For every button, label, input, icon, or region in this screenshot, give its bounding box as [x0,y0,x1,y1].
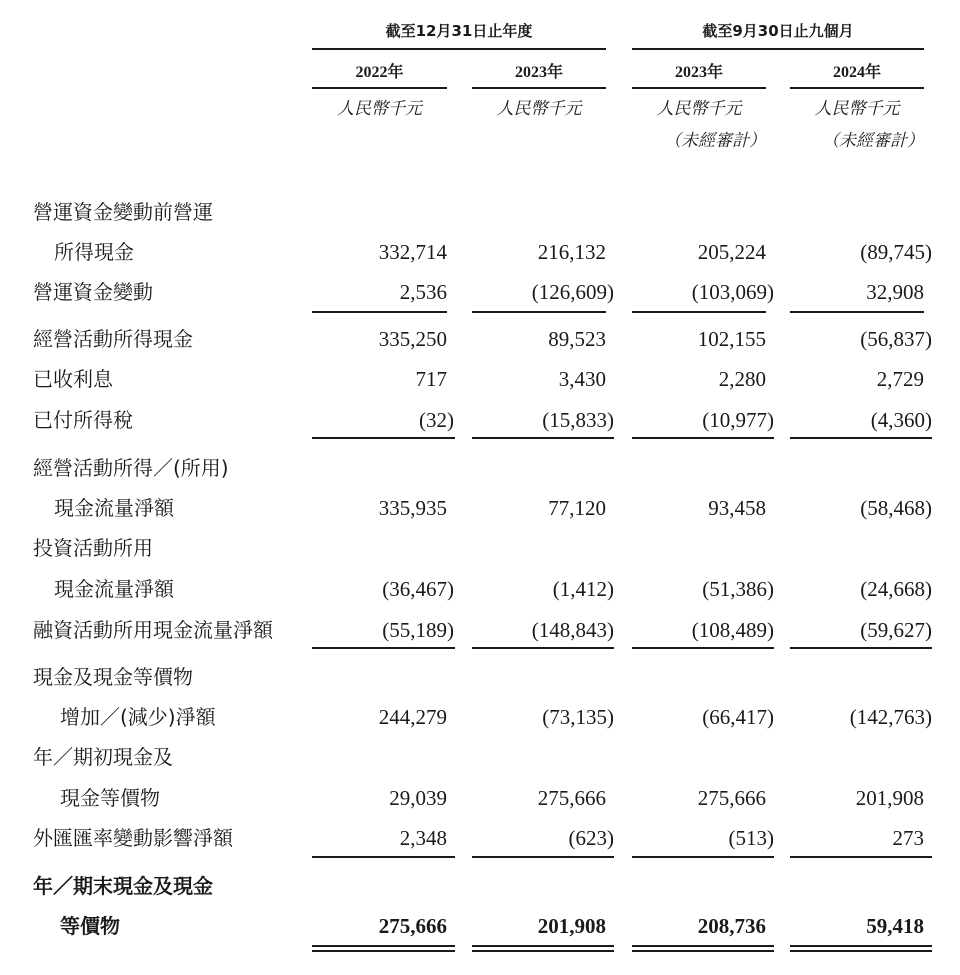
row-label-interest-received: 已收利息 [33,367,113,391]
subtotal-rule-3 [632,856,774,858]
subtotal-rule-2 [472,311,606,313]
column-divider-3 [632,87,766,89]
cell-opening-9m2024: 201,908 [855,786,924,810]
subtotal-rule-1 [312,437,455,439]
column-audit-note-3: （未經審計） [664,131,766,150]
column-unit-1: 人民幣千元 [337,99,422,118]
total-double-rule-top-3 [632,945,774,947]
cell-wc-change-9m2023: (103,069) [691,280,774,304]
cell-net-operating-2022: 335,935 [378,496,447,520]
cell-financing-2022: (55,189) [382,618,454,642]
row-label-closing-cash-heading: 年／期末現金及現金 [33,874,213,898]
column-divider-4 [790,87,924,89]
total-double-rule-bottom-4 [790,950,932,952]
column-unit-2: 人民幣千元 [496,99,582,118]
column-year-1: 2022年 [355,64,404,81]
subtotal-rule-3 [632,311,766,313]
column-unit-4: 人民幣千元 [814,99,900,118]
cell-cfo-2022: 335,250 [378,327,447,351]
cell-investing-2022: (36,467) [382,577,454,601]
cell-tax-9m2024: (4,360) [870,408,932,432]
column-divider-2 [472,87,606,89]
row-label-opening-cash-equivalents: 現金等價物 [60,786,160,810]
column-divider-1 [312,87,447,89]
total-double-rule-bottom-1 [312,950,455,952]
cell-operating-cash-2023: 216,132 [537,240,606,264]
cell-closing-9m2023: 208,736 [697,914,766,938]
column-audit-note-4: （未經審計） [822,131,924,150]
cell-investing-9m2024: (24,668) [860,577,932,601]
total-double-rule-bottom-2 [472,950,614,952]
cell-closing-2023: 201,908 [537,914,606,938]
cell-closing-2022: 275,666 [378,914,447,938]
cell-operating-cash-9m2023: 205,224 [697,240,766,264]
cell-fx-9m2024: 273 [892,826,924,850]
subtotal-rule-4 [790,647,932,649]
cell-fx-9m2023: (513) [728,826,774,850]
cell-tax-2023: (15,833) [542,408,614,432]
cell-opening-2023: 275,666 [537,786,606,810]
subtotal-rule-1 [312,311,447,313]
cell-fx-2022: 2,348 [399,826,447,850]
subtotal-rule-1 [312,647,455,649]
cell-interest-9m2024: 2,729 [876,367,924,391]
cell-net-operating-9m2024: (58,468) [860,496,932,520]
cell-net-change-9m2023: (66,417) [702,705,774,729]
total-double-rule-top-4 [790,945,932,947]
cell-investing-9m2023: (51,386) [702,577,774,601]
cell-financing-2023: (148,843) [531,618,614,642]
period-header-year: 截至12月31日止年度 [385,22,533,40]
cell-cfo-9m2023: 102,155 [697,327,766,351]
row-label-net-operating-cash: 現金流量淨額 [54,496,174,520]
cell-closing-9m2024: 59,418 [866,914,924,938]
column-year-3: 2023年 [674,64,723,81]
cell-opening-9m2023: 275,666 [697,786,766,810]
row-label-investing-heading: 投資活動所用 [33,536,153,560]
cell-net-change-2022: 244,279 [378,705,447,729]
subtotal-rule-3 [632,437,774,439]
cell-net-operating-2023: 77,120 [548,496,606,520]
cell-cfo-2023: 89,523 [548,327,606,351]
period-header-nine-months: 截至9月30日止九個月 [702,22,854,40]
row-label-net-operating-heading: 經營活動所得／(所用) [33,456,229,480]
row-label-cash-from-operations: 經營活動所得現金 [33,327,193,351]
subtotal-rule-2 [472,856,614,858]
cell-tax-9m2023: (10,977) [702,408,774,432]
cell-operating-cash-9m2024: (89,745) [860,240,932,264]
total-double-rule-top-2 [472,945,614,947]
subtotal-rule-2 [472,437,614,439]
cell-interest-2023: 3,430 [558,367,606,391]
column-unit-3: 人民幣千元 [656,99,742,118]
cell-wc-change-2022: 2,536 [399,280,447,304]
cell-financing-9m2024: (59,627) [860,618,932,642]
cell-operating-cash-2022: 332,714 [378,240,447,264]
subtotal-rule-4 [790,856,932,858]
total-double-rule-bottom-3 [632,950,774,952]
row-label-net-investing-cash: 現金流量淨額 [54,577,174,601]
cell-fx-2023: (623) [568,826,614,850]
row-label-closing-cash-equivalents: 等價物 [60,914,120,938]
cell-net-change-2023: (73,135) [542,705,614,729]
cell-cfo-9m2024: (56,837) [860,327,932,351]
cell-investing-2023: (1,412) [552,577,614,601]
row-label-working-capital-pre: 營運資金變動前營運 [33,200,213,224]
subtotal-rule-4 [790,311,924,313]
row-label-cash-equivalents-heading: 現金及現金等價物 [33,665,193,689]
row-label-net-increase-decrease: 增加／(減少)淨額 [60,705,216,729]
cell-interest-9m2023: 2,280 [718,367,766,391]
cell-tax-2022: (32) [419,408,454,432]
subtotal-rule-2 [472,647,614,649]
cell-opening-2022: 29,039 [389,786,447,810]
subtotal-rule-4 [790,437,932,439]
cell-financing-9m2023: (108,489) [691,618,774,642]
row-label-opening-cash-heading: 年／期初現金及 [33,745,173,769]
row-label-fx-effect: 外匯匯率變動影響淨額 [33,826,233,850]
row-label-tax-paid: 已付所得稅 [33,408,133,432]
cell-wc-change-9m2024: 32,908 [866,280,924,304]
cell-net-change-9m2024: (142,763) [849,705,932,729]
column-year-2: 2023年 [514,64,563,81]
cell-interest-2022: 717 [415,367,447,391]
subtotal-rule-1 [312,856,455,858]
column-year-4: 2024年 [832,64,881,81]
period-divider-year [312,48,606,50]
row-label-net-financing-cash: 融資活動所用現金流量淨額 [33,618,273,642]
period-divider-nine-months [632,48,924,50]
row-label-operating-cash: 所得現金 [54,240,134,264]
cell-net-operating-9m2023: 93,458 [708,496,766,520]
subtotal-rule-3 [632,647,774,649]
cell-wc-change-2023: (126,609) [531,280,614,304]
row-label-working-capital-change: 營運資金變動 [33,280,153,304]
total-double-rule-top-1 [312,945,455,947]
